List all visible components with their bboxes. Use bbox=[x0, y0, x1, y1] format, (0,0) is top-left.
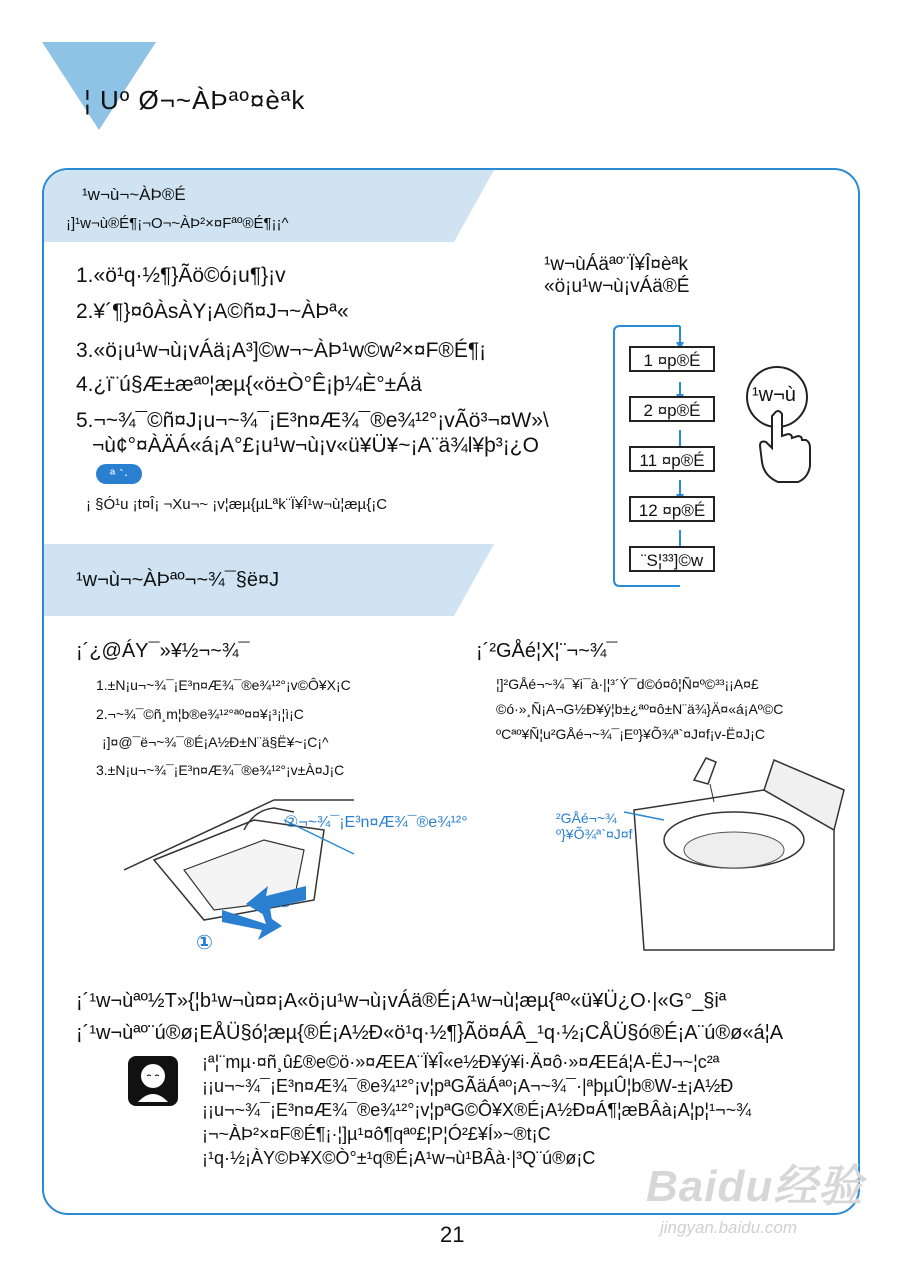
section1-subtitle: ¡]¹w¬ù®É¶¡¬O¬~ÀÞ²×¤Fªº®É¶¡¡^ bbox=[66, 215, 289, 232]
person-face-glyph bbox=[128, 1056, 178, 1106]
liquid-line-2: ©ó·»¸Ñ¡A¬G½Ð¥ý¦b±¿ªº¤ô±N¨ä¾}Ä¤«á¡Aº©C bbox=[496, 701, 784, 717]
note-text: ¡ §Ó¹u ¡t¤Î¡ ¬Xu¬~ ¡v¦æµ{µLªk¨Ï¥Î¹w¬ù¦æµ{¡C bbox=[86, 496, 388, 513]
section1-title: ¹w¬ù¬~ÀÞ®É bbox=[82, 185, 186, 204]
reservation-confirm-note: ¡´¹w¬ùªº½T»{¦b¹w¬ù¤¤¡A«ö¡u¹w¬ù¡vÁä®É¡A¹w¬ù¦æµ{ªº«ü¥Ü¿O·|«G°_§iª bbox=[76, 990, 727, 1012]
sub-note-3: ¡¡u¬~¾¯¡E³n¤Æ¾¯®e¾¹²°¡v¦pªG©Ô¥X®É¡A½Ð¤Á¶¦æBÂà¡A¦p¦¹¬~¾ bbox=[202, 1100, 752, 1120]
powder-step-2-note: ¡]¤@¯ë¬~¾¯®É¡A½Ð±N¨ä§Ë¥~¡C¡^ bbox=[102, 734, 329, 750]
powder-step-2: 2.¬~¾¯©ñ¸m¦b®e¾¹²°ªº¤¤¥¡³¡¦ì¡C bbox=[96, 706, 304, 722]
reservation-button-label: ¹w¬ù bbox=[752, 384, 796, 406]
step-3: 3.«ö¡u¹w¬ù¡vÁä¡A³]©w¬~ÀÞ¹w©w²×¤F®É¶¡ bbox=[76, 339, 487, 362]
step-marker-1: ① bbox=[196, 932, 213, 954]
powder-step-1: 1.±N¡u¬~¾¯¡E³n¤Æ¾¯®e¾¹²°¡v©Ô¥X¡C bbox=[96, 677, 351, 693]
step-1: 1.«ö¹q·½¶}Ãö©ó¡u¶}¡v bbox=[76, 264, 286, 287]
sub-note-1: ¡ª¦¨mµ·¤ñ¸û£®e©ö·»¤ÆEA¨Ï¥Î«e½Ð¥ý¥i·Ä¤ô·»¤ÆEá¦A-ËJ¬~¦c²ª bbox=[202, 1052, 720, 1072]
reservation-title-line2: «ö¡u¹w¬ù¡vÁä®É bbox=[544, 276, 690, 297]
section2-title: ¹w¬ù¬~ÀÞªº¬~¾¯§ë¤J bbox=[76, 569, 280, 591]
powder-detergent-heading: ¡´¿@ÁY¯»¥½¬~¾¯ bbox=[76, 640, 250, 662]
person-icon bbox=[128, 1056, 178, 1106]
page-number: 21 bbox=[440, 1222, 465, 1247]
program-option-2h: 2 ¤p®É bbox=[629, 396, 715, 422]
page-title: ¦ Uº Ø¬~ÀÞªº¤èªk bbox=[84, 85, 306, 115]
program-option-11h: 11 ¤p®É bbox=[629, 446, 715, 472]
powder-step-3: 3.±N¡u¬~¾¯¡E³n¤Æ¾¯®e¾¹²°¡v±À¤J¡C bbox=[96, 762, 345, 778]
liquid-callout-line1: ²GÅé¬~¾ bbox=[556, 810, 617, 826]
pressing-hand-icon bbox=[754, 406, 814, 486]
step-5-continued: ¬ù¢°¤ÀÄÁ«á¡A°£¡u¹w¬ù¡v«ü¥Ü¥~¡A¨ä¾l¥þ³¡¿O bbox=[92, 434, 539, 457]
program-option-none: ¨S¦³³]©w bbox=[629, 546, 715, 572]
reservation-cancel-note: ¡´¹w¬ùªº¨ú®ø¡EÅÜ§ó¦æµ{®É¡A½Ð«ö¹q·½¶}Ãö¤ÁÂ_¹q·½¡CÅÜ§ó®É¡A¨ú®ø«á¦A bbox=[76, 1022, 784, 1044]
sub-note-5: ¡¹q·½¡ÀY©Þ¥X©Ò°±¹q®É¡A¹w¬ù¹BÂà·|³Q¨ú®ø¡C bbox=[202, 1148, 596, 1168]
liquid-line-1: ¦]²GÅé¬~¾¯¥i¯à·|¦³´Ý¯d©ó¤ô¦Ñ¤º©³³¡¡A¤£ bbox=[496, 676, 759, 692]
sub-note-4: ¡¬~ÀÞ²×¤F®É¶¡·¦]µ¹¤ô¶qªº£¦P¦Ó²£¥Í»~®t¡C bbox=[202, 1124, 551, 1144]
note-pill: ª `· bbox=[96, 464, 142, 484]
liquid-callout-line2: º}¥Õ¾ª`¤J¤f bbox=[556, 826, 633, 842]
step-4: 4.¿ï¨ú§Æ±æªº¦æµ{«ö±Ò°Ê¡þ¼È°±Áä bbox=[76, 373, 422, 396]
drawer-callout: ②¬~¾¯¡E³n¤Æ¾¯®e¾¹²° bbox=[284, 814, 468, 831]
program-option-1h: 1 ¤p®É bbox=[629, 346, 715, 372]
baidu-watermark-logo: Baidu经验 bbox=[646, 1162, 864, 1211]
step-marker-3: ③ bbox=[276, 890, 293, 912]
step-2: 2.¥´¶}¤ôÀsÀY¡A©ñ¤J¬~ÀÞª« bbox=[76, 300, 349, 323]
baidu-watermark-url: jingyan.baidu.com bbox=[660, 1218, 798, 1237]
program-option-12h: 12 ¤p®É bbox=[629, 496, 715, 522]
liquid-detergent-heading: ¡´²GÅé¦X¦¨¬~¾¯ bbox=[476, 640, 618, 662]
liquid-line-3: ºCªº¥Ñ¦u²GÅé¬~¾¯¡Eº}¥Õ¾ª`¤J¤f¡v-Ë¤J¡C bbox=[496, 726, 765, 742]
sub-note-2: ¡¡u¬~¾¯¡E³n¤Æ¾¯®e¾¹²°¡v¦pªGÃäÁªº¡A¬~¾¯·|ªþµÛ¦b®W-±¡A½Ð bbox=[202, 1076, 734, 1096]
step-5: 5.¬~¾¯©ñ¤J¡u¬~¾¯¡E³n¤Æ¾¯®e¾¹²°¡vÃö³¬¤W»\ bbox=[76, 409, 549, 432]
reservation-title-line1: ¹w¬ùÁäªº¨Ï¥Î¤èªk bbox=[544, 254, 689, 275]
washer-tub-illustration bbox=[624, 750, 854, 960]
